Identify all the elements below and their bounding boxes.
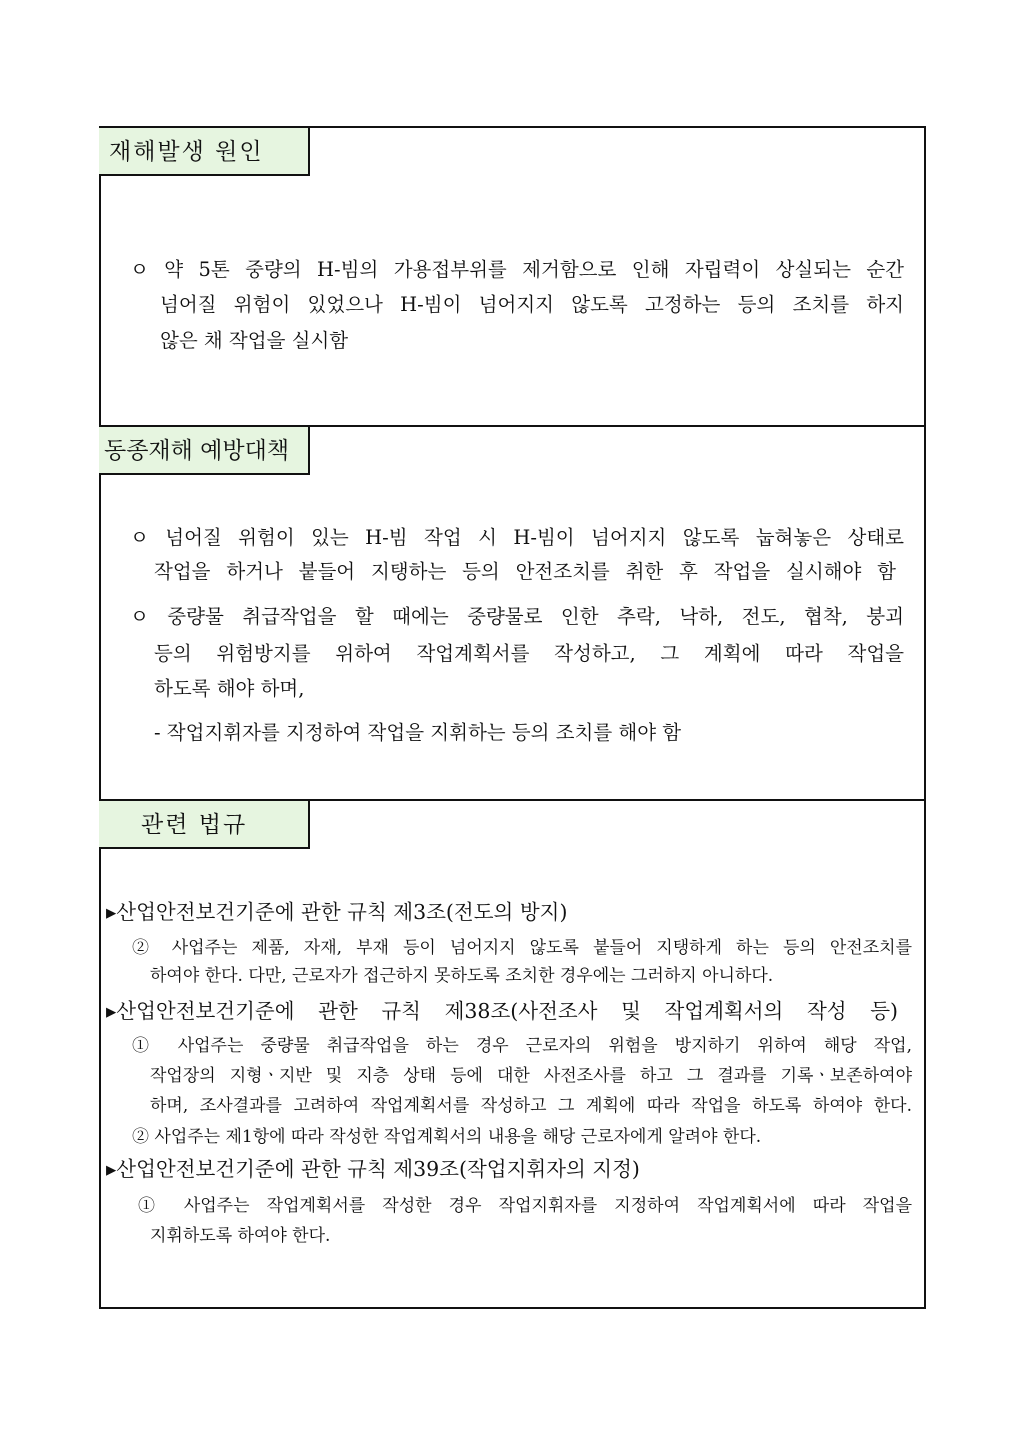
regulation-text: ② 사업주는 제품, 자재, 부재 등이 넘어지지 않도록 붙들어 지탱하게 하는 등의 안전조치를 [132, 938, 912, 958]
section-title-prevention: 동종재해 예방대책 [99, 427, 310, 475]
regulation-text: ② 사업주는 제1항에 따라 작성한 작업계획서의 내용을 해당 근로자에게 알려야 한다. [132, 1127, 762, 1147]
prevention-line: ㅇ 넘어질 위험이 있는 H-빔 작업 시 H-빔이 넘어지지 않도록 눕혀놓은 상태로 [130, 526, 904, 549]
regulation-text: 지휘하도록 하여야 한다. [150, 1226, 331, 1246]
cause-line: ㅇ 약 5톤 중량의 H-빔의 가용접부위를 제거함으로 인해 자립력이 상실되는 순간 [130, 258, 904, 281]
prevention-subitem: - 작업지휘자를 지정하여 작업을 지휘하는 등의 조치를 해야 함 [154, 721, 682, 744]
prevention-line: ㅇ 중량물 취급작업을 할 때에는 중량물로 인한 추락, 낙하, 전도, 협착, 붕괴 [130, 605, 904, 628]
prevention-line: 작업을 하거나 붙들어 지탱하는 등의 안전조치를 취한 후 작업을 실시해야 함 [154, 560, 896, 583]
cause-line: 않은 채 작업을 실시함 [160, 329, 349, 352]
section-title-regulations: 관련 법규 [99, 801, 310, 849]
regulation-text: ① 사업주는 작업계획서를 작성한 경우 작업지휘자를 지정하여 작업계획서에 따라 작업을 [138, 1196, 912, 1216]
regulation-heading: ▸산업안전보건기준에 관한 규칙 제38조(사전조사 및 작업계획서의 작성 등) [106, 999, 898, 1023]
regulation-text: 작업장의 지형ㆍ지반 및 지층 상태 등에 대한 사전조사를 하고 그 결과를 기록ㆍ보존하여야 [150, 1066, 912, 1086]
section-title-cause: 재해발생 원인 [99, 128, 310, 176]
regulation-heading: ▸산업안전보건기준에 관한 규칙 제3조(전도의 방지) [106, 900, 568, 924]
regulation-text: 하며, 조사결과를 고려하여 작업계획서를 작성하고 그 계획에 따라 작업을 하도록 하여야 한다. [150, 1096, 912, 1116]
prevention-line: 하도록 해야 하며, [154, 677, 305, 700]
cause-line: 넘어질 위험이 있었으나 H-빔이 넘어지지 않도록 고정하는 등의 조치를 하지 [160, 293, 904, 316]
regulation-heading: ▸산업안전보건기준에 관한 규칙 제39조(작업지휘자의 지정) [106, 1157, 640, 1181]
prevention-line: 등의 위험방지를 위하여 작업계획서를 작성하고, 그 계획에 따라 작업을 [154, 642, 904, 665]
regulation-text: 하여야 한다. 다만, 근로자가 접근하지 못하도록 조치한 경우에는 그러하지 아니하다. [150, 966, 774, 986]
regulation-text: ① 사업주는 중량물 취급작업을 하는 경우 근로자의 위험을 방지하기 위하여 해당 작업, [132, 1036, 912, 1056]
